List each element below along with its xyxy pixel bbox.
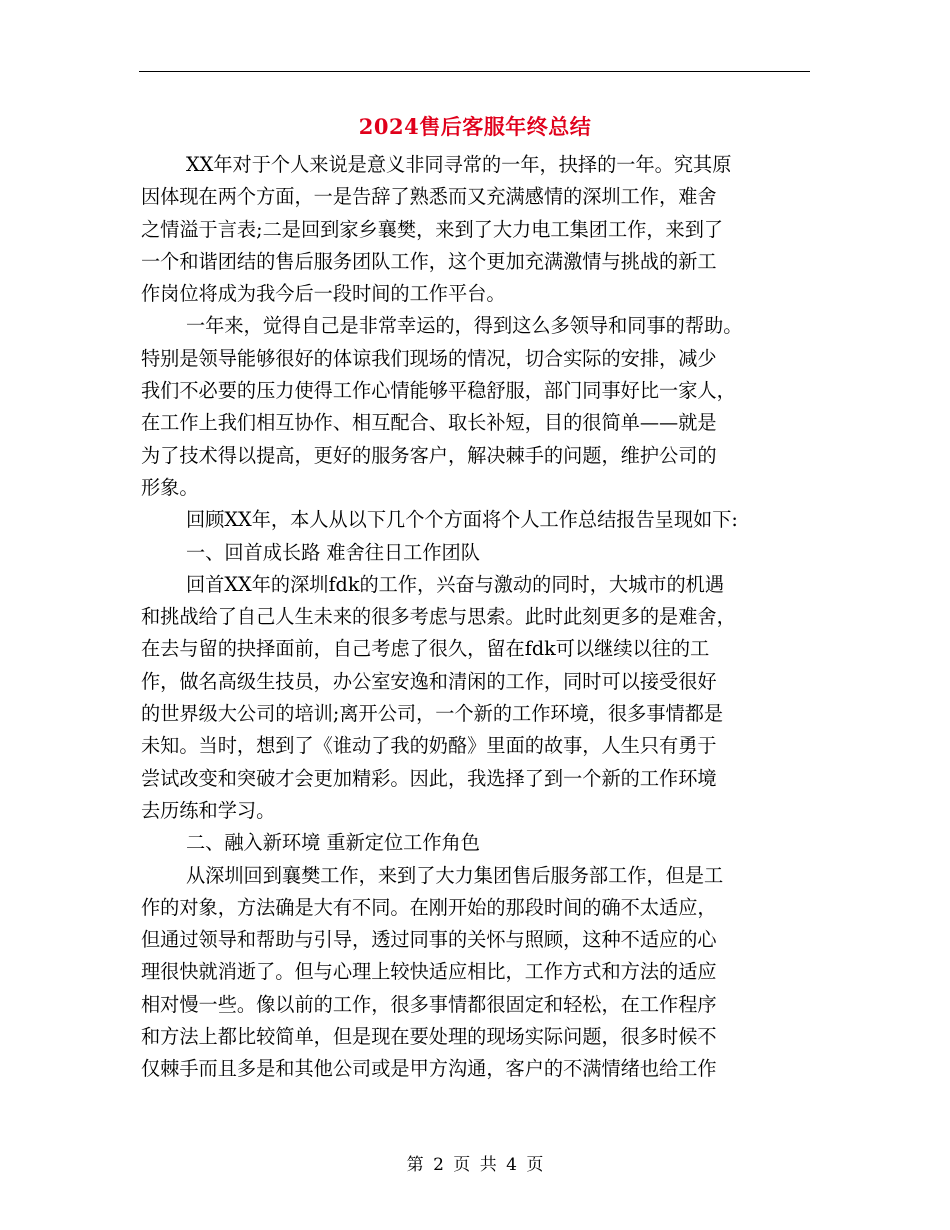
body-line: 作，做名高级生技员，办公室安逸和清闲的工作，同时可以接受很好 — [141, 669, 717, 693]
body-line: 一、回首成长路 难舍往日工作团队 — [186, 540, 480, 564]
body-line: 作的对象，方法确是大有不同。在刚开始的那段时间的确不太适应， — [141, 895, 717, 919]
body-line: 之情溢于言表;二是回到家乡襄樊，来到了大力电工集团工作，来到了 — [141, 217, 724, 241]
body-line: 在工作上我们相互协作、相互配合、取长补短，目的很简单——就是 — [141, 411, 717, 435]
body-line: 特别是领导能够很好的体谅我们现场的情况，切合实际的安排，减少 — [141, 346, 717, 370]
body-line: 二、融入新环境 重新定位工作角色 — [186, 831, 480, 855]
body-line: 一年来，觉得自己是非常幸运的，得到这么多领导和同事的帮助。 — [186, 314, 743, 338]
body-line: 去历练和学习。 — [141, 798, 276, 822]
body-line: 仅棘手而且多是和其他公司或是甲方沟通，客户的不满情绪也给工作 — [141, 1057, 717, 1081]
document-title: 2024售后客服年终总结 — [358, 114, 592, 139]
page-footer: 第 2 页 共 4 页 — [406, 1155, 544, 1175]
body-line: 回首XX年的深圳fdk的工作，兴奋与激动的同时，大城市的机遇 — [186, 572, 725, 596]
body-line: 形象。 — [141, 475, 199, 499]
body-line: 为了技术得以提高，更好的服务客户，解决棘手的问题，维护公司的 — [141, 443, 717, 467]
body-line: 在去与留的抉择面前，自己考虑了很久，留在fdk可以继续以往的工 — [141, 637, 710, 661]
body-line: 和方法上都比较简单，但是现在要处理的现场实际问题，很多时候不 — [141, 1025, 717, 1049]
body-line: 尝试改变和突破才会更加精彩。因此，我选择了到一个新的工作环境 — [141, 766, 717, 790]
body-line: 但通过领导和帮助与引导，透过同事的关怀与照顾，这种不适应的心 — [141, 928, 717, 952]
body-line: 理很快就消逝了。但与心理上较快适应相比，工作方式和方法的适应 — [141, 960, 717, 984]
body-line: XX年对于个人来说是意义非同寻常的一年，抉择的一年。究其原 — [186, 153, 732, 176]
header-rule — [139, 71, 810, 72]
body-line: 因体现在两个方面，一是告辞了熟悉而又充满感情的深圳工作，难舍 — [141, 185, 717, 209]
body-line: 相对慢一些。像以前的工作，很多事情都很固定和轻松，在工作程序 — [141, 992, 717, 1016]
body-line: 我们不必要的压力使得工作心情能够平稳舒服，部门同事好比一家人， — [141, 379, 736, 403]
body-line: 一个和谐团结的售后服务团队工作，这个更加充满激情与挑战的新工 — [141, 249, 717, 273]
body-line: 和挑战给了自己人生未来的很多考虑与思索。此时此刻更多的是难舍， — [141, 605, 736, 629]
body-line: 的世界级大公司的培训;离开公司，一个新的工作环境，很多事情都是 — [141, 702, 724, 726]
body-line: 未知。当时，想到了《谁动了我的奶酪》里面的故事，人生只有勇于 — [141, 734, 717, 758]
document-body — [141, 149, 811, 1086]
body-line: 回顾XX年，本人从以下几个个方面将个人工作总结报告呈现如下: — [186, 508, 738, 532]
body-line: 作岗位将成为我今后一段时间的工作平台。 — [141, 282, 506, 306]
body-line: 从深圳回到襄樊工作，来到了大力集团售后服务部工作，但是工 — [186, 863, 724, 887]
